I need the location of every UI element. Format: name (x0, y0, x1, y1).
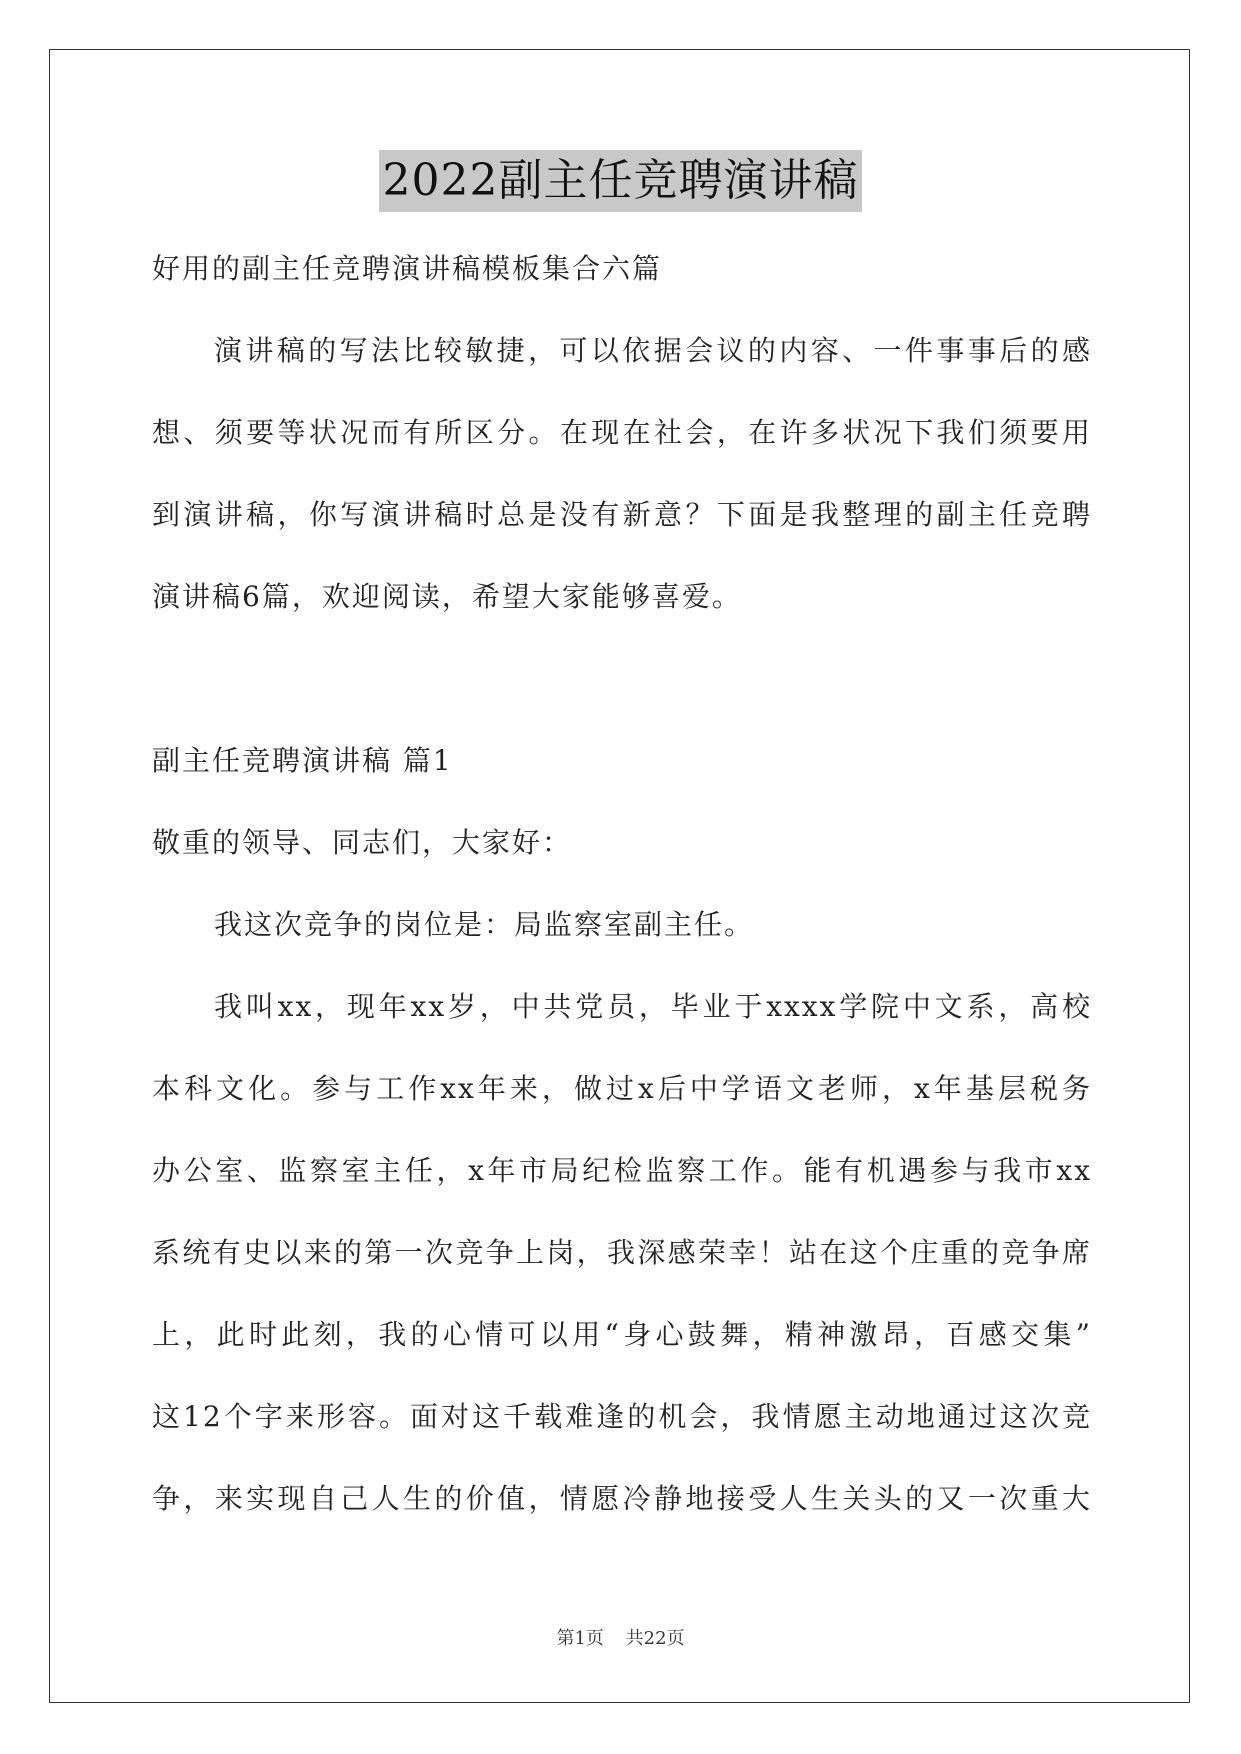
intro-line: 演讲稿的写法比较敏捷，可以依据会议的内容、一件事事后的感 (214, 334, 1092, 367)
body-line: 争，来实现自己人生的价值，情愿冷静地接受人生关头的又一次重大 (152, 1482, 1092, 1515)
section-heading: 副主任竞聘演讲稿 篇1 (152, 744, 453, 777)
intro-line: 到演讲稿，你写演讲稿时总是没有新意？下面是我整理的副主任竞聘 (152, 498, 1092, 531)
page-number-current: 第1页 (556, 1628, 604, 1649)
subtitle: 好用的副主任竞聘演讲稿模板集合六篇 (152, 252, 663, 285)
intro-line: 想、须要等状况而有所区分。在现在社会，在许多状况下我们须要用 (152, 416, 1092, 449)
page-footer (0, 1624, 1241, 1650)
body-line: 办公室、监察室主任，x年市局纪检监察工作。能有机遇参与我市xx (152, 1154, 1092, 1187)
body-line: 这12个字来形容。面对这千载难逢的机会，我情愿主动地通过这次竞 (152, 1400, 1092, 1433)
greeting: 敬重的领导、同志们，大家好： (152, 826, 573, 859)
paragraph-gap (152, 638, 1092, 720)
document-body (152, 228, 1092, 1540)
page-number-total: 共22页 (625, 1628, 685, 1649)
body-line: 本科文化。参与工作xx年来，做过x后中学语文老师，x年基层税务 (152, 1072, 1092, 1105)
document-title: 2022副主任竞聘演讲稿 (379, 150, 863, 212)
intro-line: 演讲稿6篇，欢迎阅读，希望大家能够喜爱。 (152, 580, 742, 613)
title-container (0, 150, 1241, 212)
body-line: 上，此时此刻，我的心情可以用“身心鼓舞，精神激昂，百感交集” (152, 1318, 1092, 1351)
body-line: 我叫xx，现年xx岁，中共党员，毕业于xxxx学院中文系，高校 (214, 990, 1092, 1023)
position-line: 我这次竞争的岗位是：局监察室副主任。 (214, 908, 755, 941)
body-line: 系统有史以来的第一次竞争上岗，我深感荣幸！站在这个庄重的竞争席 (152, 1236, 1092, 1269)
